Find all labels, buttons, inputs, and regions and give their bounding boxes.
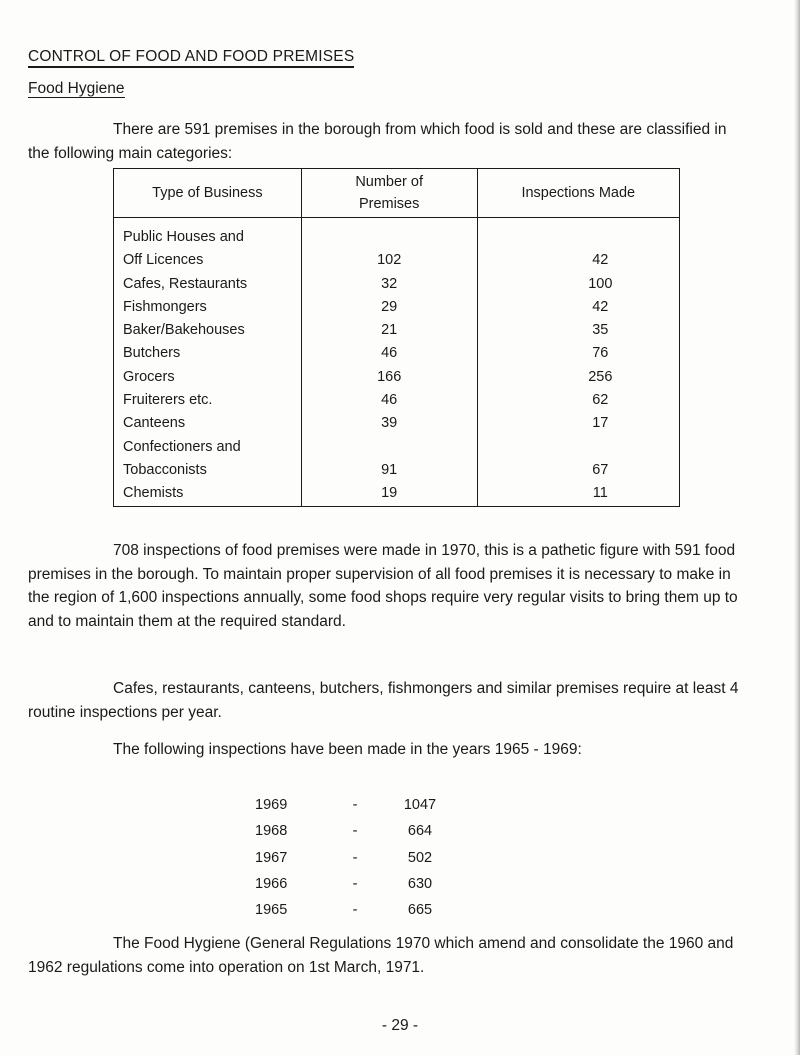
year-separator: -: [352, 875, 358, 892]
year-count: 664: [407, 823, 433, 840]
table-row: [114, 273, 680, 296]
cell-number: 21: [301, 319, 477, 342]
subsection-heading: Food Hygiene: [28, 80, 125, 97]
cell-number: [301, 218, 477, 250]
cell-inspections: 11: [477, 482, 679, 506]
year-count: 502: [407, 849, 433, 866]
cell-number: 91: [301, 459, 477, 482]
year-row: [255, 845, 455, 871]
table-row: [114, 366, 680, 389]
cell-inspections: 62: [477, 389, 679, 412]
year-separator: -: [352, 849, 358, 866]
cell-inspections: 35: [477, 319, 679, 342]
header-inspections: Inspections Made: [477, 169, 679, 218]
cell-type: Fruiterers etc.: [114, 389, 302, 412]
cell-type: Butchers: [114, 342, 302, 365]
cell-type: Cafes, Restaurants: [114, 273, 302, 296]
cell-inspections: 76: [477, 342, 679, 365]
year-label: 1966: [255, 875, 288, 892]
year-label: 1967: [255, 849, 288, 866]
cell-type: Off Licences: [114, 249, 302, 272]
table-row: [114, 459, 680, 482]
cell-number: 46: [301, 389, 477, 412]
cell-number: 32: [301, 273, 477, 296]
table-row: [114, 218, 680, 250]
year-label: 1965: [255, 902, 288, 919]
year-row: [255, 818, 455, 844]
cell-type: Tobacconists: [114, 459, 302, 482]
year-label: 1968: [255, 823, 288, 840]
year-row: [255, 792, 455, 818]
cell-number: 102: [301, 249, 477, 272]
paragraph-yearly-intro: The following inspections have been made in the years 1965 - 1969:: [113, 741, 582, 758]
paragraph-routine-inspections: Cafes, restaurants, canteens, butchers, fishmongers and similar premises require at least 4 routine inspections per year.: [28, 680, 739, 721]
cell-type: Fishmongers: [114, 296, 302, 319]
cell-inspections: [477, 436, 679, 459]
cell-number: 19: [301, 482, 477, 506]
section-heading: CONTROL OF FOOD AND FOOD PREMISES: [28, 48, 354, 66]
paragraph-inspections-summary: 708 inspections of food premises were made in 1970, this is a pathetic figure with 591 food premises in the borough. To maintain proper supervision of all food premises it is necessary to make in the region of 1,600 inspections annually, some food shops require very regular visits to bring them up to and to maintain them at the required standard.: [28, 542, 738, 630]
table-row: [114, 482, 680, 506]
year-row: [255, 871, 455, 897]
cell-type: Grocers: [114, 366, 302, 389]
cell-type: Public Houses and: [114, 218, 302, 250]
cell-type: Canteens: [114, 412, 302, 435]
cell-inspections: 42: [477, 296, 679, 319]
page-number: - 29 -: [381, 1017, 419, 1034]
table-row: [114, 342, 680, 365]
page-edge-shadow: [794, 0, 800, 1055]
cell-type: Chemists: [114, 482, 302, 506]
paragraph-regulations: The Food Hygiene (General Regulations 1970 which amend and consolidate the 1960 and 1962 regulations come into operation on 1st March, 1971.: [28, 935, 734, 976]
cell-number: 166: [301, 366, 477, 389]
year-separator: -: [352, 797, 358, 813]
year-label: 1969: [255, 797, 288, 813]
cell-number: 29: [301, 296, 477, 319]
header-type: Type of Business: [114, 169, 302, 218]
table-row: [114, 412, 680, 435]
cell-inspections: [477, 218, 679, 250]
cell-number: 39: [301, 412, 477, 435]
yearly-inspections-list: [255, 792, 455, 923]
table-row: [114, 249, 680, 272]
year-separator: -: [352, 902, 358, 919]
table-header-row: [114, 169, 680, 218]
year-separator: -: [352, 823, 358, 840]
year-count: 665: [407, 902, 433, 919]
cell-inspections: 256: [477, 366, 679, 389]
table-row: [114, 319, 680, 342]
cell-number: [301, 436, 477, 459]
cell-type: Baker/Bakehouses: [114, 319, 302, 342]
intro-paragraph: There are 591 premises in the borough from which food is sold and these are classified in the following main categories:: [28, 121, 727, 162]
table-row: [114, 296, 680, 319]
cell-inspections: 67: [477, 459, 679, 482]
cell-inspections: 42: [477, 249, 679, 272]
cell-type: Confectioners and: [114, 436, 302, 459]
year-count: 1047: [403, 797, 437, 813]
cell-number: 46: [301, 342, 477, 365]
year-count: 630: [407, 875, 433, 892]
cell-inspections: 17: [477, 412, 679, 435]
cell-inspections: 100: [477, 273, 679, 296]
table-row: [114, 436, 680, 459]
header-number: Number of Premises: [301, 169, 477, 218]
table-row: [114, 389, 680, 412]
year-row: [255, 897, 455, 923]
premises-table: [113, 168, 680, 507]
